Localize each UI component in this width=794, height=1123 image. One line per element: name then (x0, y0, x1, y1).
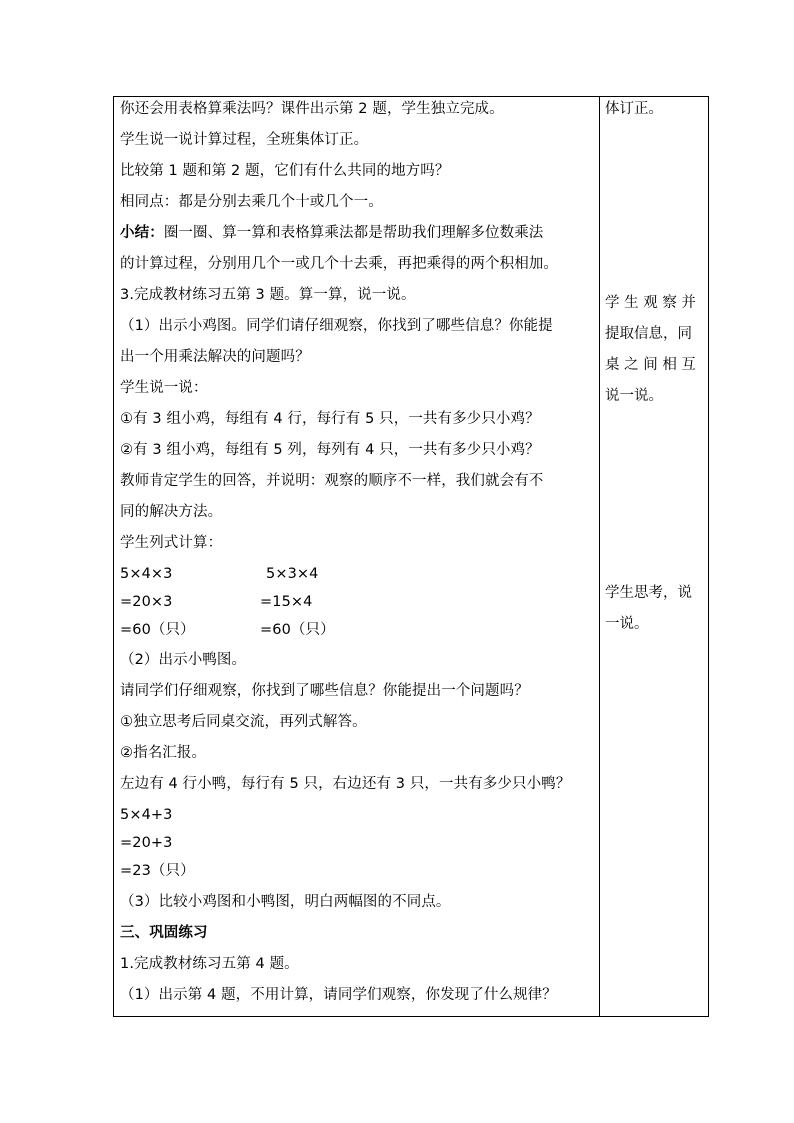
text-line: 1.完成教材练习五第 4 题。 (120, 956, 299, 972)
text-line: （2）出示小鸭图。 (120, 652, 247, 668)
calc-right-step: =15×4 (260, 594, 313, 610)
side-text: 学 生 观 察 并 (605, 295, 696, 311)
text-line: 比较第 1 题和第 2 题，它们有什么共同的地方吗？ (120, 163, 450, 179)
side-text: 体订正。 (605, 101, 663, 117)
side-text: 一说。 (605, 616, 649, 632)
text-line: 教师肯定学生的回答，并说明：观察的顺序不一样，我们就会有不 (120, 473, 544, 489)
calc-line: 5×4+3 (120, 807, 173, 823)
text-line: 的计算过程，分别用几个一或几个十去乘，再把乘得的两个积相加。 (120, 256, 558, 272)
calc-line: =20+3 (120, 835, 173, 851)
calc-right-step: 5×3×4 (266, 566, 319, 582)
section-heading: 三、巩固练习 (120, 925, 208, 941)
text-line: （1）出示第 4 题，不用计算，请同学们观察，你发现了什么规律？ (120, 987, 557, 1003)
calc-line: =23（只） (120, 863, 195, 879)
calc-left-step: =20×3 (120, 594, 173, 610)
text-line: ①有 3 组小鸡，每组有 4 行，每行有 5 只，一共有多少只小鸡？ (120, 411, 540, 427)
summary-line (120, 223, 543, 243)
calc-row (120, 564, 420, 584)
calc-right-step: =60（只） (260, 622, 335, 638)
calc-left-step: =60（只） (120, 622, 195, 638)
text-line: ①独立思考后同桌交流，再列式解答。 (120, 714, 367, 730)
text-line: 你还会用表格算乘法吗？课件出示第 2 题，学生独立完成。 (120, 101, 504, 117)
text-line: （3）比较小鸡图和小鸭图，明白两幅图的不同点。 (120, 894, 451, 910)
text-line: 同的解决方法。 (120, 504, 223, 520)
text-line: 3.完成教材练习五第 3 题。算一算，说一说。 (120, 287, 416, 303)
side-text: 桌 之 间 相 互 (605, 357, 696, 373)
text-line: ②有 3 组小鸡，每组有 5 列，每列有 4 只，一共有多少只小鸡？ (120, 442, 540, 458)
text-line: 学生列式计算： (120, 535, 223, 551)
text-line: 出一个用乘法解决的问题吗？ (120, 349, 310, 365)
summary-text: 圈一圈、算一算和表格算乘法都是帮助我们理解多位数乘法 (163, 225, 544, 241)
text-line: （1）出示小鸡图。同学们请仔细观察，你找到了哪些信息？你能提 (120, 318, 553, 334)
calc-row (120, 620, 420, 640)
text-line: 学生说一说计算过程，全班集体订正。 (120, 132, 369, 148)
text-line: 学生说一说： (120, 380, 208, 396)
summary-label: 小结： (120, 225, 164, 241)
side-text: 提取信息，同 (605, 326, 692, 342)
lesson-plan-table (113, 96, 709, 1017)
column-divider (599, 97, 600, 1016)
text-line: ②指名汇报。 (120, 745, 207, 761)
calc-left-step: 5×4×3 (120, 566, 173, 582)
text-line: 左边有 4 行小鸭，每行有 5 只，右边还有 3 只，一共有多少只小鸭？ (120, 776, 571, 792)
calc-row (120, 592, 420, 612)
side-text: 学生思考，说 (605, 585, 692, 601)
text-line: 相同点：都是分别去乘几个十或几个一。 (120, 194, 383, 210)
text-line: 请同学们仔细观察，你找到了哪些信息？你能提出一个问题吗？ (120, 683, 529, 699)
side-text: 说一说。 (605, 388, 663, 404)
